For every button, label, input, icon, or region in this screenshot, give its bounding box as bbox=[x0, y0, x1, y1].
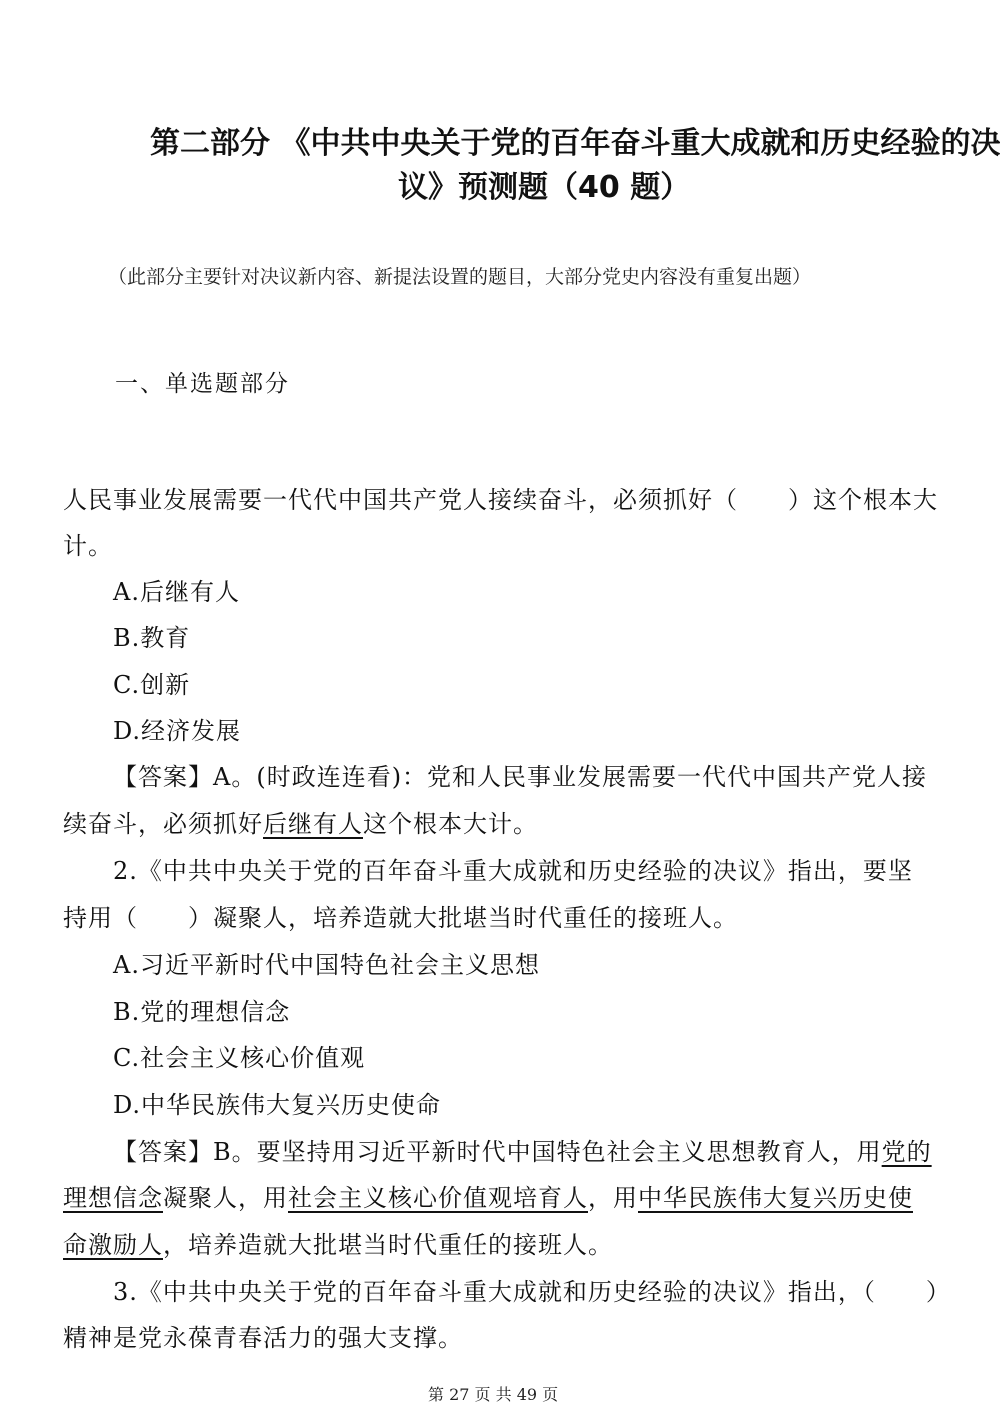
underlined-phrase: 党的 bbox=[881, 1138, 932, 1166]
question-2-answer-line-1: 【答案】B。要坚持用习近平新时代中国特色社会主义思想教育人，用党的 bbox=[113, 1138, 932, 1166]
underlined-phrase: 理想信念 bbox=[63, 1184, 163, 1212]
answer-label: 【答案】 bbox=[113, 763, 213, 791]
document-subtitle: （此部分主要针对决议新内容、新提法设置的题目，大部分党史内容没有重复出题） bbox=[108, 266, 812, 288]
question-2-text-line-1: 2.《中共中央关于党的百年奋斗重大成就和历史经验的决议》指出，要坚 bbox=[113, 857, 913, 885]
underlined-phrase: 中华民族伟大复兴历史使 bbox=[638, 1184, 913, 1212]
question-2-option-b: B.党的理想信念 bbox=[113, 998, 291, 1026]
question-1-option-b: B.教育 bbox=[113, 624, 191, 652]
question-1-option-a: A.后继有人 bbox=[113, 578, 240, 606]
question-3-text-line-2: 精神是党永葆青春活力的强大支撑。 bbox=[63, 1324, 463, 1352]
question-1-answer-line-1: 【答案】A。(时政连连看)：党和人民事业发展需要一代代中国共产党人接 bbox=[113, 763, 928, 791]
underlined-phrase: 社会主义核心价值观培育人 bbox=[288, 1184, 588, 1212]
section-heading: 一、单选题部分 bbox=[115, 371, 290, 397]
question-2-text-line-2: 持用（ ）凝聚人，培养造就大批堪当时代重任的接班人。 bbox=[63, 904, 738, 932]
question-2-option-c: C.社会主义核心价值观 bbox=[113, 1044, 366, 1072]
question-1-text-line-2: 计。 bbox=[63, 532, 113, 560]
question-1-option-d: D.经济发展 bbox=[113, 717, 242, 745]
underlined-phrase: 命激励人 bbox=[63, 1231, 163, 1259]
question-2-option-a: A.习近平新时代中国特色社会主义思想 bbox=[113, 951, 540, 979]
question-2-option-d: D.中华民族伟大复兴历史使命 bbox=[113, 1091, 442, 1119]
document-title-line-1: 第二部分 《中共中央关于党的百年奋斗重大成就和历史经验的决 bbox=[150, 126, 1000, 161]
underlined-answer: 后继有人 bbox=[263, 810, 363, 838]
question-2-answer-line-3: 命激励人，培养造就大批堪当时代重任的接班人。 bbox=[63, 1231, 613, 1259]
question-1-option-c: C.创新 bbox=[113, 671, 191, 699]
answer-label: 【答案】 bbox=[113, 1138, 213, 1166]
question-3-text-line-1: 3.《中共中央关于党的百年奋斗重大成就和历史经验的决议》指出，（ ） bbox=[113, 1278, 951, 1306]
page-number-footer: 第 27 页 共 49 页 bbox=[428, 1385, 559, 1404]
question-1-answer-line-2: 续奋斗，必须抓好后继有人这个根本大计。 bbox=[63, 810, 538, 838]
question-1-text-line-1: 人民事业发展需要一代代中国共产党人接续奋斗，必须抓好（ ）这个根本大 bbox=[63, 486, 938, 514]
question-2-answer-line-2: 理想信念凝聚人，用社会主义核心价值观培育人，用中华民族伟大复兴历史使 bbox=[63, 1184, 913, 1212]
document-title-line-2: 议》预测题（40 题） bbox=[398, 170, 691, 205]
